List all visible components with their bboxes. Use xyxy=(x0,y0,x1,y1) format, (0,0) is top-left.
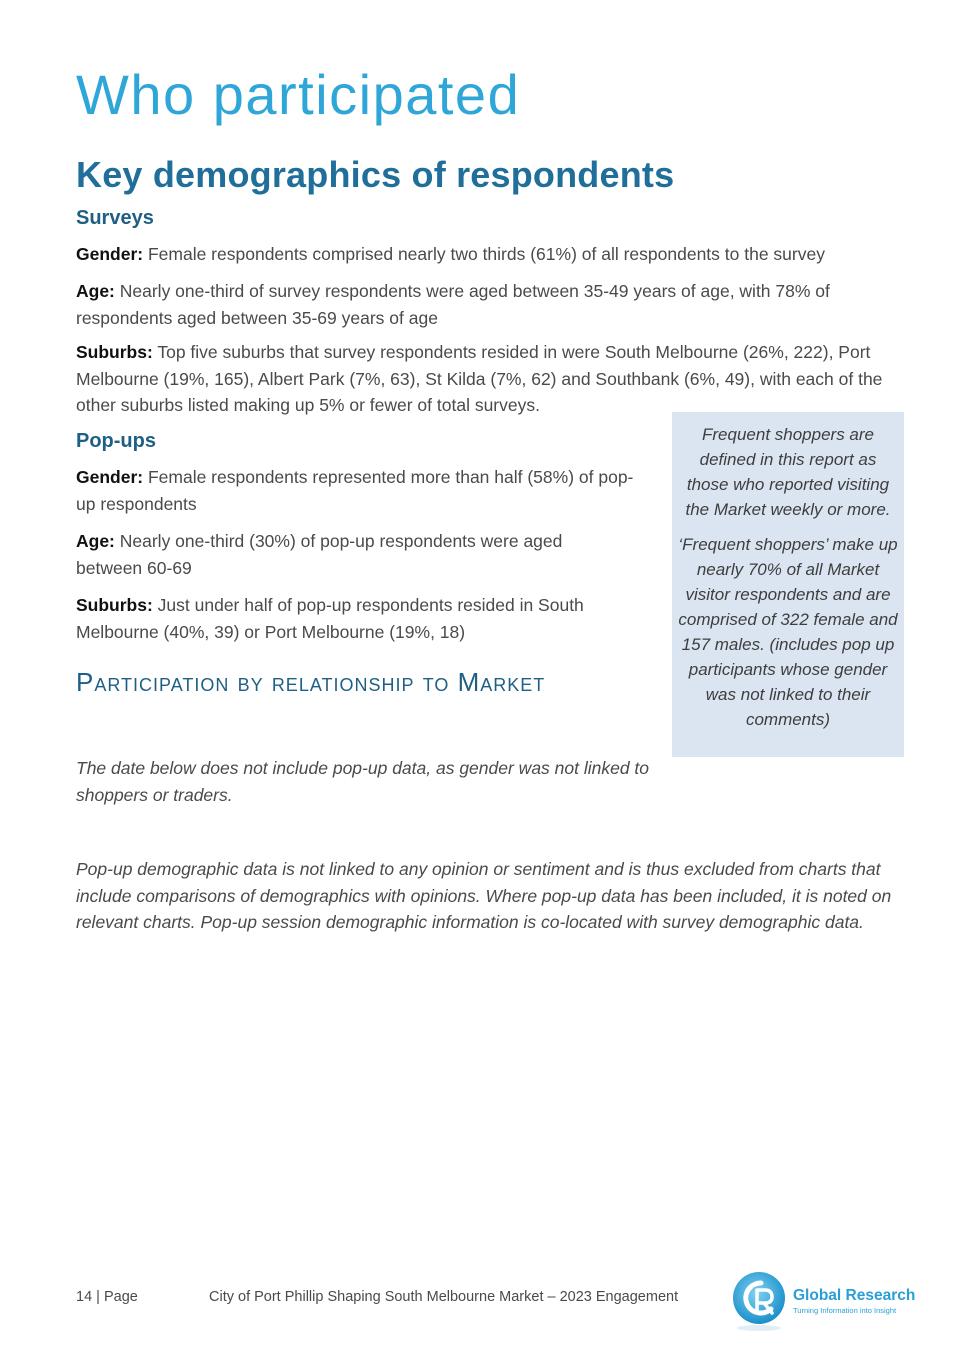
surveys-heading: Surveys xyxy=(76,207,154,229)
frequent-shoppers-callout xyxy=(672,412,904,757)
popups-suburbs-label: Suburbs: xyxy=(76,595,153,615)
popups-suburbs-paragraph xyxy=(76,592,636,645)
popup-data-note: Pop-up demographic data is not linked to any opinion or sentiment and is thus excluded from charts that include comparisons of demographics with opinions. Where pop-up data has been included, it is noted on relevant charts. Pop-up session demographic information is co-located with survey demographic data. xyxy=(76,859,892,932)
surveys-gender-label: Gender: xyxy=(76,244,144,264)
surveys-age-label: Age: xyxy=(76,281,115,301)
surveys-suburbs-text: Top five suburbs that survey respondents resided in were South Melbourne (26%, 222), Port Melbourne (19%, 165), Albert Park (7%, 63), St Kilda (7%, 62) and Southbank (6%, 49), with each of the other suburbs listed making up 5% or fewer of total surveys. xyxy=(76,342,883,415)
surveys-suburbs-label: Suburbs: xyxy=(76,342,153,362)
popups-age-label: Age: xyxy=(76,531,115,551)
surveys-suburbs-paragraph xyxy=(76,339,904,419)
page-title: Who participated xyxy=(76,63,521,126)
surveys-gender-text: Female respondents comprised nearly two thirds (61%) of all respondents to the survey xyxy=(143,244,825,264)
popups-gender-text: Female respondents represented more than half (58%) of pop-up respondents xyxy=(76,467,634,514)
logo-tagline: Turning Information into Insight xyxy=(793,1306,897,1315)
section-heading: Key demographics of respondents xyxy=(76,154,675,195)
relationship-note: The date below does not include pop-up data, as gender was not linked to shoppers or traders. xyxy=(76,758,650,805)
popups-suburbs-text: Just under half of pop-up respondents resided in South Melbourne (40%, 39) or Port Melbourne (19%, 18) xyxy=(76,595,584,642)
popups-age-paragraph xyxy=(76,528,616,581)
callout-statistics: ‘Frequent shoppers’ make up nearly 70% of all Market visitor respondents and are comprised of 322 female and 157 males. (includes pop up participants whose gender was not linked to their comments) xyxy=(678,535,898,729)
relationship-heading: Participation by relationship to Market xyxy=(76,667,546,697)
global-research-logo-icon xyxy=(730,1270,788,1332)
popups-gender-label: Gender: xyxy=(76,467,144,487)
popups-heading: Pop-ups xyxy=(76,430,156,452)
surveys-age-paragraph xyxy=(76,278,896,331)
logo-name: Global Research xyxy=(793,1287,916,1304)
global-research-logo xyxy=(793,1287,915,1315)
popups-gender-paragraph xyxy=(76,464,641,517)
surveys-gender-paragraph xyxy=(76,241,906,268)
popups-age-text: Nearly one-third (30%) of pop-up respondents were aged between 60-69 xyxy=(76,531,563,578)
page-number: 14 | Page xyxy=(76,1289,138,1305)
footer-document-title: City of Port Phillip Shaping South Melbourne Market – 2023 Engagement xyxy=(209,1289,679,1305)
callout-definition: Frequent shoppers are defined in this report as those who reported visiting the Market weekly or more. xyxy=(685,425,891,519)
surveys-age-text: Nearly one-third of survey respondents were aged between 35-49 years of age, with 78% of respondents aged between 35-69 years of age xyxy=(76,281,830,328)
